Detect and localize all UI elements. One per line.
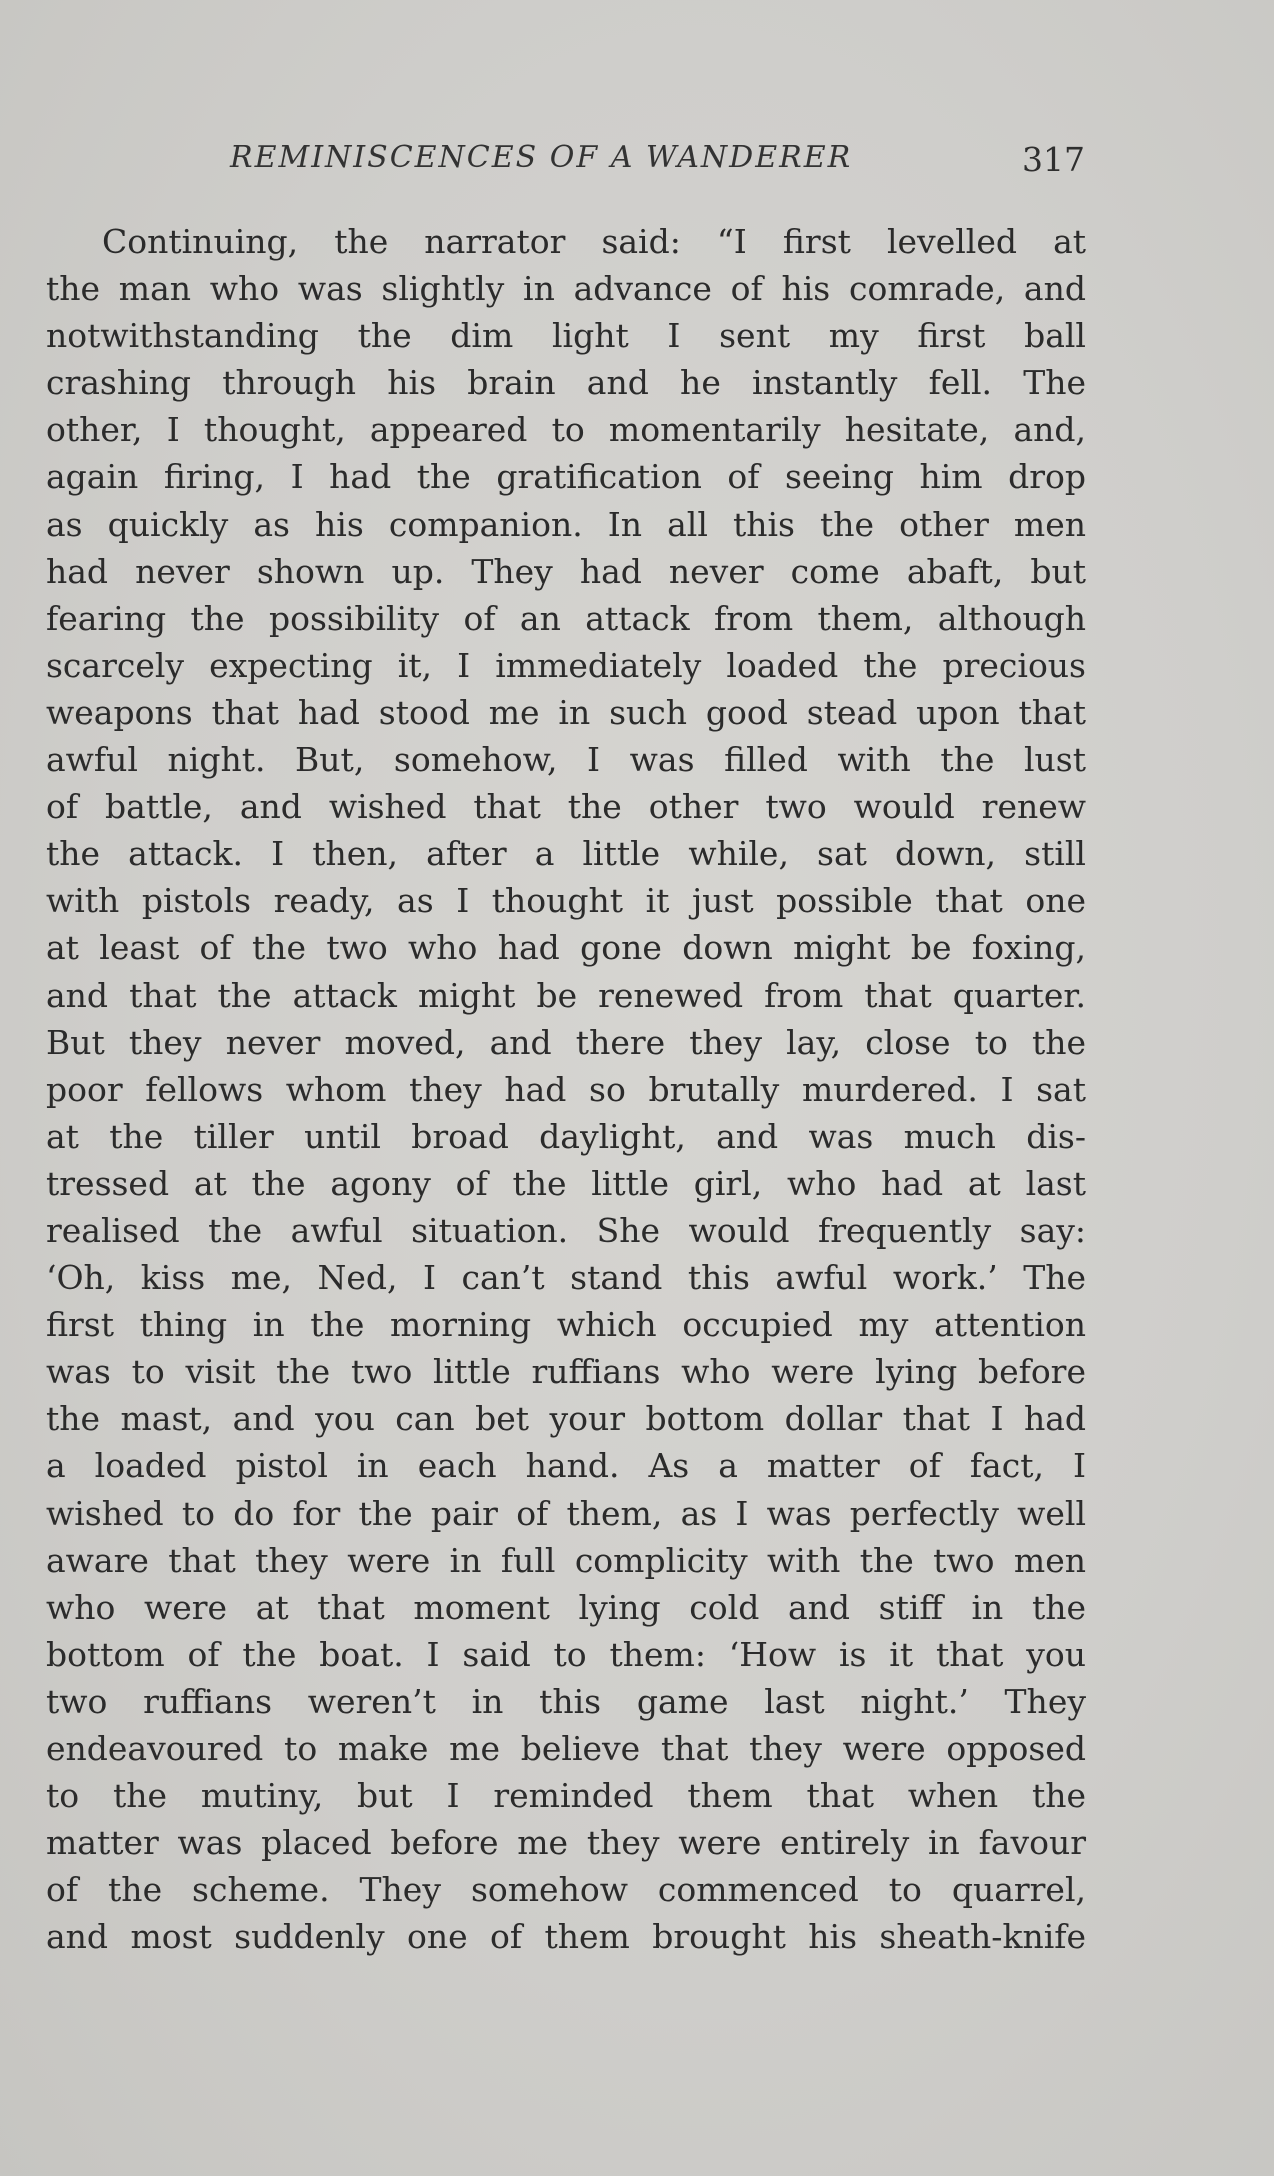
text-line: ‘Oh, kiss me, Ned, I can’t stand this awful work.’ The <box>46 1258 1086 1298</box>
text-line: at least of the two who had gone down might be foxing, <box>46 928 1086 968</box>
running-title: REMINISCENCES OF A WANDERER <box>230 140 853 175</box>
text-line: aware that they were in full complicity with the two men <box>46 1540 1086 1580</box>
text-line: notwithstanding the dim light I sent my first ball <box>46 316 1086 356</box>
text-line: awful night. But, somehow, I was filled with the lust <box>46 740 1086 780</box>
text-line: fearing the possibility of an attack from them, although <box>46 598 1086 638</box>
text-line: endeavoured to make me believe that they were opposed <box>46 1729 1086 1768</box>
text-line: matter was placed before me they were entirely in favour <box>46 1823 1086 1863</box>
text-line: weapons that had stood me in such good stead upon that <box>46 692 1086 732</box>
text-line: to the mutiny, but I reminded them that when the <box>46 1776 1086 1816</box>
text-line: again firing, I had the gratification of seeing him drop <box>46 457 1086 497</box>
body-text <box>46 218 1086 1960</box>
text-line: But they never moved, and there they lay, close to the <box>46 1022 1086 1062</box>
text-line: and that the attack might be renewed from that quarter. <box>46 975 1086 1015</box>
page-number: 317 <box>1022 140 1085 179</box>
text-line: the attack. I then, after a little while, sat down, still <box>46 834 1086 874</box>
text-line: crashing through his brain and he instantly fell. The <box>46 363 1086 403</box>
text-line: first thing in the morning which occupied my attention <box>46 1305 1086 1345</box>
text-line: had never shown up. They had never come abaft, but <box>46 551 1086 591</box>
text-line: two ruffians weren’t in this game last night.’ They <box>46 1681 1086 1721</box>
text-line: bottom of the boat. I said to them: ‘How is it that you <box>46 1634 1086 1674</box>
text-line: of the scheme. They somehow commenced to quarrel, <box>46 1870 1086 1910</box>
text-line: realised the awful situation. She would frequently say: <box>46 1210 1086 1250</box>
text-line: other, I thought, appeared to momentarily hesitate, and, <box>46 410 1086 450</box>
text-line: wished to do for the pair of them, as I was perfectly well <box>46 1493 1086 1533</box>
text-line: tressed at the agony of the little girl, who had at last <box>46 1163 1086 1203</box>
text-line: of battle, and wished that the other two would renew <box>46 787 1086 827</box>
text-line: at the tiller until broad daylight, and was much dis- <box>46 1116 1086 1156</box>
text-line: the mast, and you can bet your bottom dollar that I had <box>46 1399 1086 1439</box>
text-line: was to visit the two little ruffians who were lying before <box>46 1352 1086 1392</box>
text-line: who were at that moment lying cold and stiff in the <box>46 1587 1086 1627</box>
text-line: a loaded pistol in each hand. As a matter of fact, I <box>46 1446 1086 1486</box>
text-line: with pistols ready, as I thought it just possible that one <box>46 881 1086 921</box>
text-line: as quickly as his companion. In all this the other men <box>46 504 1086 544</box>
text-line: and most suddenly one of them brought his sheath-knife <box>46 1917 1086 1957</box>
text-line: poor fellows whom they had so brutally murdered. I sat <box>46 1069 1086 1109</box>
text-line: Continuing, the narrator said: “I first levelled at <box>102 222 1086 261</box>
text-line: the man who was slightly in advance of his comrade, and <box>46 269 1086 309</box>
text-line: scarcely expecting it, I immediately loaded the precious <box>46 645 1086 685</box>
